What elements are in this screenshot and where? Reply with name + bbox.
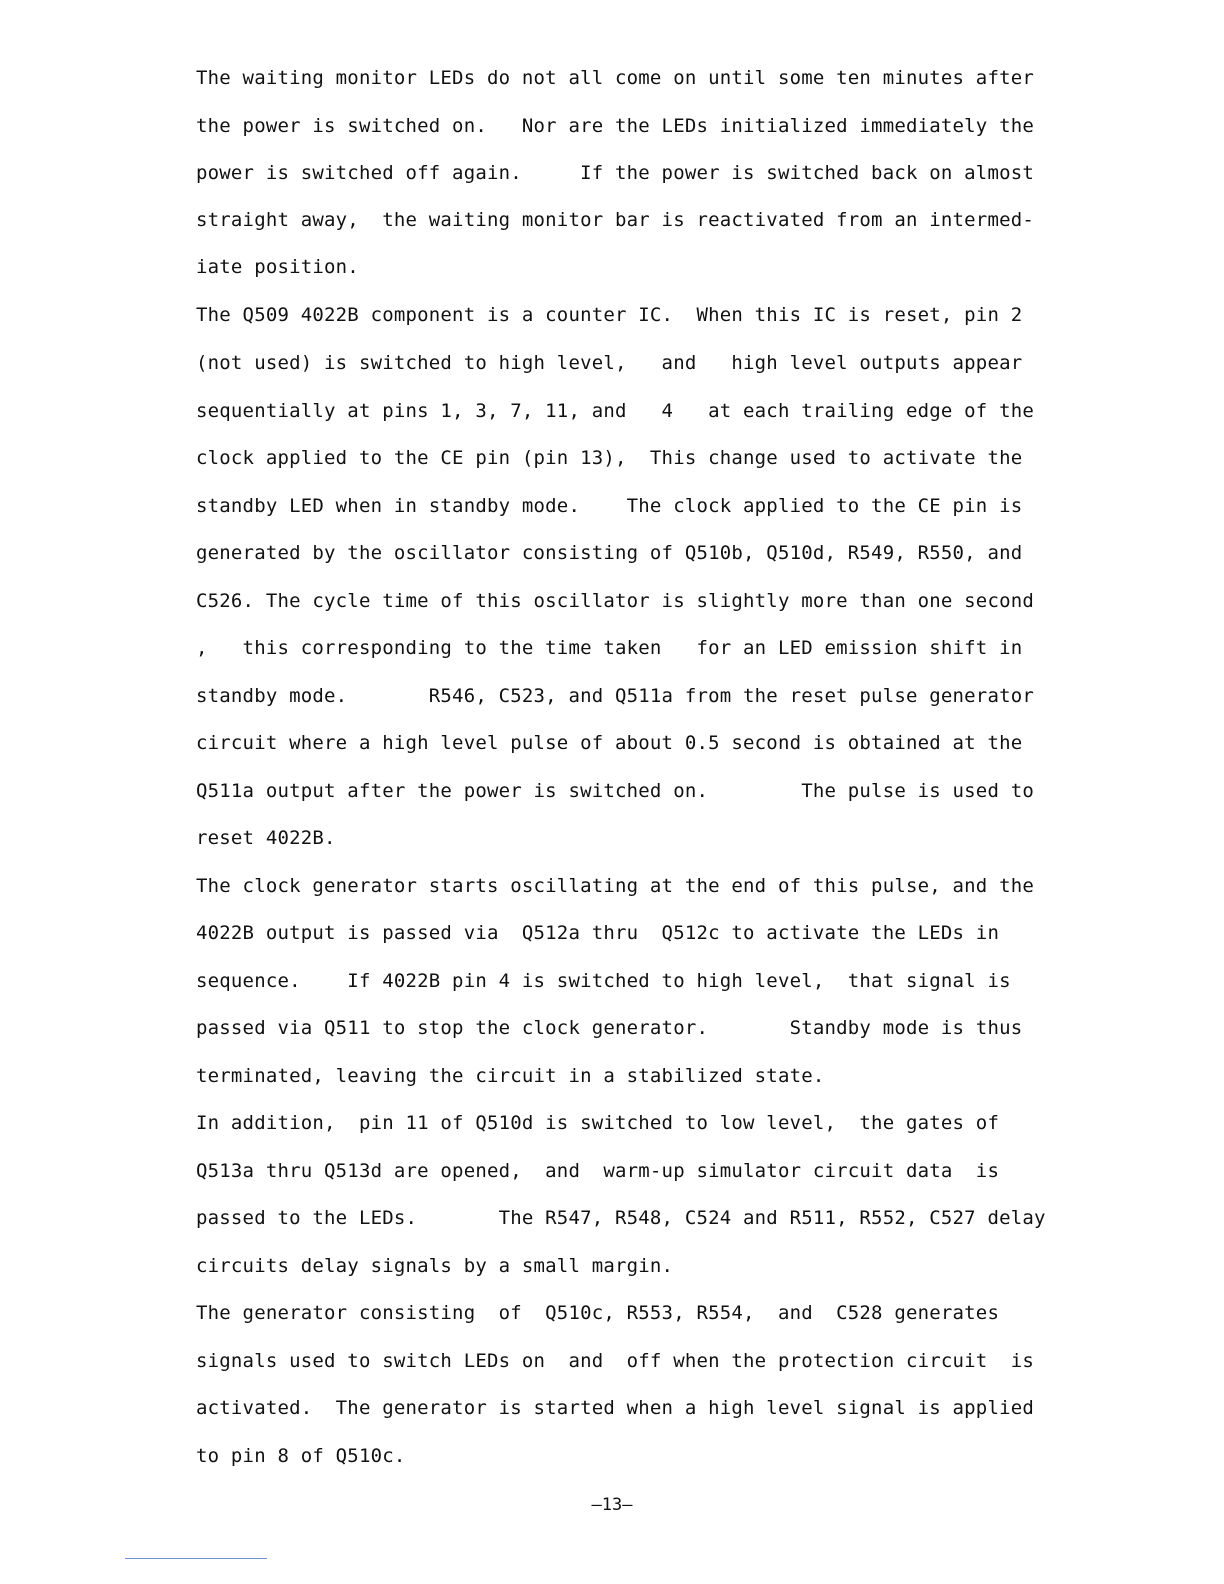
- text-line: standby LED when in standby mode. The clock applied to the CE pin is: [196, 495, 1023, 517]
- text-line: activated. The generator is started when a high level signal is applied: [196, 1397, 1035, 1419]
- text-line: sequentially at pins 1, 3, 7, 11, and 4 at each trailing edge of the: [196, 400, 1035, 422]
- text-line: signals used to switch LEDs on and off when the protection circuit is: [196, 1350, 1035, 1372]
- text-line: C526. The cycle time of this oscillator is slightly more than one second: [196, 590, 1035, 612]
- text-line: The waiting monitor LEDs do not all come on until some ten minutes after: [196, 67, 1035, 89]
- text-line: standby mode. R546, C523, and Q511a from the reset pulse generator: [196, 685, 1035, 707]
- text-line: circuit where a high level pulse of about 0.5 second is obtained at the: [196, 732, 1023, 754]
- text-line: Q511a output after the power is switched on. The pulse is used to: [196, 780, 1035, 802]
- text-line: The generator consisting of Q510c, R553, R554, and C528 generates: [196, 1302, 1000, 1324]
- text-line: 4022B output is passed via Q512a thru Q512c to activate the LEDs in: [196, 922, 1000, 944]
- text-line: reset 4022B.: [196, 827, 336, 849]
- text-line: sequence. If 4022B pin 4 is switched to high level, that signal is: [196, 970, 1011, 992]
- text-line: the power is switched on. Nor are the LEDs initialized immediately the: [196, 115, 1035, 137]
- text-line: clock applied to the CE pin (pin 13), This change used to activate the: [196, 447, 1023, 469]
- text-line: terminated, leaving the circuit in a stabilized state.: [196, 1065, 825, 1087]
- text-line: straight away, the waiting monitor bar is reactivated from an intermed-: [196, 209, 1035, 231]
- text-line: passed to the LEDs. The R547, R548, C524 and R511, R552, C527 delay: [196, 1207, 1046, 1229]
- text-line: , this corresponding to the time taken for an LED emission shift in: [196, 637, 1023, 659]
- text-line: generated by the oscillator consisting of Q510b, Q510d, R549, R550, and: [196, 542, 1023, 564]
- text-line: In addition, pin 11 of Q510d is switched to low level, the gates of: [196, 1112, 1000, 1134]
- text-line: iate position.: [196, 256, 359, 278]
- text-line: circuits delay signals by a small margin.: [196, 1255, 674, 1277]
- page-number: —13—: [591, 1495, 633, 1515]
- text-line: Q513a thru Q513d are opened, and warm-up simulator circuit data is: [196, 1160, 1000, 1182]
- footnote-rule: [125, 1558, 267, 1559]
- text-line: The Q509 4022B component is a counter IC. When this IC is reset, pin 2: [196, 304, 1023, 326]
- text-line: power is switched off again. If the power is switched back on almost: [196, 162, 1035, 184]
- text-line: passed via Q511 to stop the clock generator. Standby mode is thus: [196, 1017, 1023, 1039]
- text-line: The clock generator starts oscillating at the end of this pulse, and the: [196, 875, 1035, 897]
- text-line: (not used) is switched to high level, and high level outputs appear: [196, 352, 1023, 374]
- text-line: to pin 8 of Q510c.: [196, 1445, 406, 1467]
